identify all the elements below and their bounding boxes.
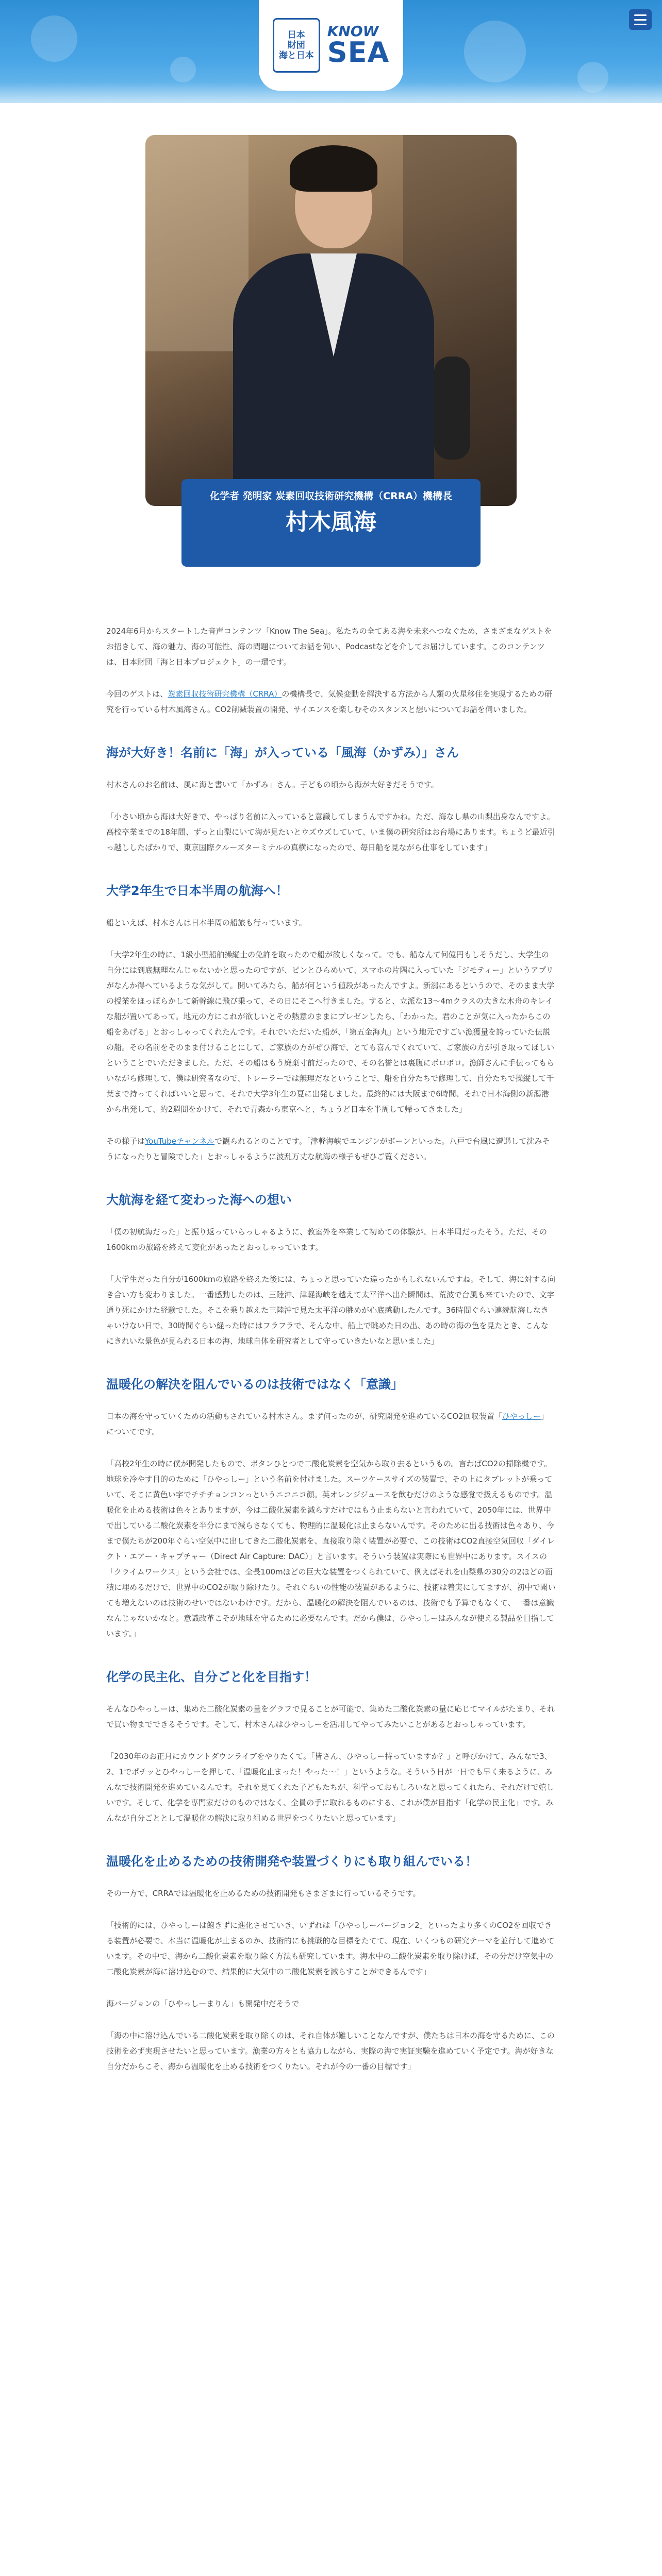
text: の機構長で、気候変動を解決する方法から人類の火星移住を実現するための研究を行っている村木風海さん。CO2削減装置の開発、サイエンスを楽しむそのスタンスと想いについてお話を伺いました。 xyxy=(106,689,553,714)
quote-paragraph: 「高校2年生の時に僕が開発したもので、ボタンひとつで二酸化炭素を空気から取り去るというもの。言わばCO2の掃除機です。地球を冷やす目的のために「ひやっしー」という名前を付けました。スーツケースサイズの装置で、その上にタブレットが乗っていて、そこに黄色い字でチチチョンコンっというニコニコ顔。英オレンジジュースを飲むだけのような感覚で扱えるものです。温暖化を止める技術は色々とありますが、今は二酸化炭素を減らすだけではもう止まらないと言われていて、2050年には、世界中で出している二酸化炭素を半分にまで減らさなくても、物理的に温暖化は止まらないんです。そのために出る技術は色々あり、今まで僕たちが200年ぐらい空気中に出してきた二酸化炭素を、直接取り除く装置が必要で、この技術はCO2直接空気回収「ダイレクト・エアー・キャプチャー（Direct Air Capture: DAC）」と言います。そういう装置は実際にも世界中にあります。スイスの「クライムワークス」という会社では、全長100mほどの巨大な装置をつくられていて、例えばそれを山梨県の30分の2ほどの面積に埋めるだけで、世界中のCO2が取り除けたり。それぐらいの性能の装置があるように、技術は着実にしてますが、初中で聞いても増えないのは技術のせいではないわけです。だから、温暖化の解決を阻んでいるのは、技術でも予算でもなくて、一番は意識なんじゃないかなと。意識改革こそが地球を守るために必要なんです。だから僕は、ひやっしーはみんなが使える製品を目指しています。」 xyxy=(106,1459,556,1638)
text: 今回のゲストは、 xyxy=(106,689,168,699)
logo-text-line: 財団 xyxy=(287,40,305,50)
bubble-decoration xyxy=(464,21,526,82)
article-body xyxy=(106,623,556,2091)
section-heading: 大学2年生で日本半周の航海へ！ xyxy=(106,884,288,898)
text: その様子は xyxy=(106,1137,145,1146)
paragraph: 海バージョンの「ひやっしーまりん」も開発中だそうで xyxy=(106,1999,300,2008)
hamburger-menu-icon[interactable] xyxy=(629,9,652,30)
paragraph: 船といえば、村木さんは日本半周の船旅も行っています。 xyxy=(106,918,307,927)
guest-hair xyxy=(290,145,377,192)
guest-intro-paragraph xyxy=(106,686,556,717)
paragraph: 村木さんのお名前は、風に海と書いて「かずみ」さん。子どもの頃から海が大好きだそうです。 xyxy=(106,780,439,789)
crra-link[interactable]: 炭素回収技術研究機構（CRRA） xyxy=(168,689,282,699)
logo-know-text: KNOW xyxy=(327,23,379,40)
paragraph: その一方で、CRRAでは温暖化を止めるための技術開発もさまざまに行っているそうです。 xyxy=(106,1889,421,1898)
menu-bar xyxy=(634,19,647,21)
quote-paragraph: 「小さい頃から海は大好きで、やっぱり名前に入っていると意識してしまうんですかね。ただ、海なし県の山梨出身なんですよ。高校卒業までの18年間、ずっと山梨にいて海が見たいとウズウズしていて、いま僕の研究所はお台場にあります。ちょうど最近引っ越ししたばかりで、東京国際クルーズターミナルの真横になったので、毎日船を見ながら仕事をしています」 xyxy=(106,812,555,852)
site-header xyxy=(0,0,662,103)
logo-sea-text: SEA xyxy=(327,36,390,69)
guest-photo xyxy=(145,135,517,506)
menu-bar xyxy=(634,24,647,25)
text: 日本の海を守っていくための活動もされている村木さん。まず何ったのが、研究開発を進めているCO2回収装置「 xyxy=(106,1412,502,1421)
section-heading: 温暖化の解決を阻んでいるのは技術ではなく「意識」 xyxy=(106,1377,403,1392)
section-heading: 温暖化を止めるための技術開発や装置づくりにも取り組んでいる！ xyxy=(106,1854,477,1869)
quote-paragraph: 「2030年のお正月にカウントダウンライブをやりたくて。「皆さん、ひやっしー持っていますか？」と呼びかけて、みんなで3、2、1でポチッとひやっしーを押して、「温暖化止まった！やった〜！」というような。そういう日が一日でも早く来るように、みんなで技術開発を進めているんです。それを見てくれた子どもたちが、科学っておもしろいなと思ってくれたら、それだけで嬉しいです。そして、化学を専門家だけのものではなく、全員の手に取れるものにする、これが僕が目指す「化学の民主化」です。みんなが自分ごととして温暖化の解決に取り組める世界をつくりたいと思っています」 xyxy=(106,1752,554,1823)
paragraph xyxy=(106,1133,556,1164)
section-heading: 化学の民主化、自分ごと化を目指す！ xyxy=(106,1670,317,1684)
quote-paragraph: 「大学生だった自分が1600kmの旅路を終えた後には、ちょっと思っていた違ったかもしれないんですね。そして、海に対する向き合い方も変わりました。一番感動したのは、三陸沖、津軽海峡を越えて太平洋へ出た瞬間は、荒波で台風も来ていたので、文字通り死にかけた経験でした。そこを乗り越えた三陸沖で見た太平洋の眺めが心底感動したんです。36時間ぐらい連続航海しなきゃいけない日で、30時間ぐらい経った時にはフラフラで、そんな中、船上で眺めた日の出、あの時の海の色を見たとき、こんなにきれいな景色が見られる日本の海、地球自体を研究者として守っていきたいなと思いました」 xyxy=(106,1275,556,1346)
bubble-decoration xyxy=(31,15,77,62)
know-the-sea-logo xyxy=(327,23,390,69)
microphone-icon xyxy=(434,357,470,460)
guest-role: 化学者 発明家 炭素回収技術研究機構（CRRA）機構長 xyxy=(209,490,453,502)
guest-name: 村木風海 xyxy=(286,509,376,535)
logo-text-line: 日本 xyxy=(287,30,305,40)
paragraph xyxy=(106,1409,556,1439)
text: で観られるとのことです。「津軽海峡でエンジンがボーンといった。八戸で台風に遭遇して沈みそうになったりと冒険でした」とおっしゃるように波乱万丈な航海の様子もぜひご覧ください。 xyxy=(106,1137,550,1161)
paragraph: そんなひやっしーは、集めた二酸化炭素の量をグラフで見ることが可能で、集めた二酸化炭素の量に応じてマイルがたまり、それで買い物までできるそうです。そして、村木さんはひやっしーを活用してやってみたいことがあるとおっしゃっています。 xyxy=(106,1704,555,1729)
bubble-decoration xyxy=(170,57,196,82)
intro-paragraph: 2024年6月からスタートした音声コンテンツ「Know The Sea」。私たちの全てある海を未来へつなぐため、さまざまなゲストをお招きして、海の魅力、海の可能性、海の問題についてお話を伺い、Podcastなどを介してお届けしています。このコンテンツは、日本財団「海と日本プロジェクト」の一環です。 xyxy=(106,626,552,667)
menu-bar xyxy=(634,14,647,16)
quote-paragraph: 「海の中に溶け込んでいる二酸化炭素を取り除くのは、それ自体が難しいことなんですが、僕たちは日本の海を守るために、この技術を必ず実現させたいと思っています。漁業の方々とも協力しながら、実際の海で実証実験を進めていく予定です。海が好きな自分だからこそ、海から温暖化を止める技術をつくりたい。それが今の一番の目標です」 xyxy=(106,2031,555,2071)
paragraph: 「僕の初航海だった」と振り返っていらっしゃるように、教室外を卒業して初めての体験が、日本半周だったそう。ただ、その1600kmの旅路を終えて変化があったとおっしゃっています。 xyxy=(106,1227,548,1252)
section-heading: 大航海を経て変わった海への想い xyxy=(106,1193,292,1207)
text: 」についてです。 xyxy=(106,1412,549,1436)
quote-paragraph: 「技術的には、ひやっしーは飽きずに進化させていき、いずれは「ひやっしーバージョン2」といったより多くのCO2を回収できる装置が必要で、本当に温暖化が止まるのか、技術的にも挑戦的な目標をたてて、現在、いくつもの研究テーマを並行して進めています。その中で、海から二酸化炭素を取り除く方法も研究しています。海水中の二酸化炭素を取り除けば、その分だけ空気中の二酸化炭素が海に溶け込むので、結果的に大気中の二酸化炭素を減らすことができるんです」 xyxy=(106,1921,555,1976)
logo-text-line: 海と日本 xyxy=(278,50,314,61)
guest-name-card xyxy=(181,479,481,567)
nippon-foundation-logo xyxy=(273,18,320,73)
hiyassy-link[interactable]: ひやっしー xyxy=(502,1412,541,1421)
section-heading: 海が大好き！名前に「海」が入っている「風海（かずみ）」さん xyxy=(106,745,459,760)
quote-paragraph: 「大学2年生の時に、1級小型船舶操縦士の免許を取ったので船が欲しくなって。でも、船なんて何億円もしそうだし、大学生の自分には到底無理なんじゃないかと思ったのですが、ピンとひらめいて、スマホの片隅に入っていた「ジモティー」というアプリがなんか得へているような気がして。開いてみたら、船が何という値段があったんですよ。新潟にあるというので、そのまま大学の授業をほっぽらかして新幹線に飛び乗って、その日にそこへ行きました。すると、立派な13〜4mクラスの大きな木舟のキレイな船が置いてあって。地元の方にこれが欲しいとその熱意のままにプレゼンしたら、「わかった。君のことが気に入ったからこの船をあげる」とおっしゃってくれたんです。それでいただいた船が、「第五金海丸」という地元ですごい漁獲量を誇っていた伝説の船。その名前をそのまま付けることにして、ご家族の方がぜひ海で、とても喜んでくれていて、ご家族の方が引き取ってほしいということでいただきました。ただ、その船はもう廃棄寸前だったので、その名誉とは裏腹にボロボロ。漁師さんに手伝ってもらいながら修理して、僕は研究者なので、トレーラーでは無理だなということで、船を自分たちで修理して、自分たちで操縦して千葉まで持ってくればいいと思って、それで大学3年生の夏に出発しました。最終的には大阪まで6時間、それで日本海側の新潟港から出発して、約2週間をかけて、それで青森から東京へと、ちょうど日本を半周して帰ってきました」 xyxy=(106,950,555,1114)
site-logo[interactable] xyxy=(259,0,403,91)
youtube-channel-link[interactable]: YouTubeチャンネル xyxy=(145,1137,215,1146)
